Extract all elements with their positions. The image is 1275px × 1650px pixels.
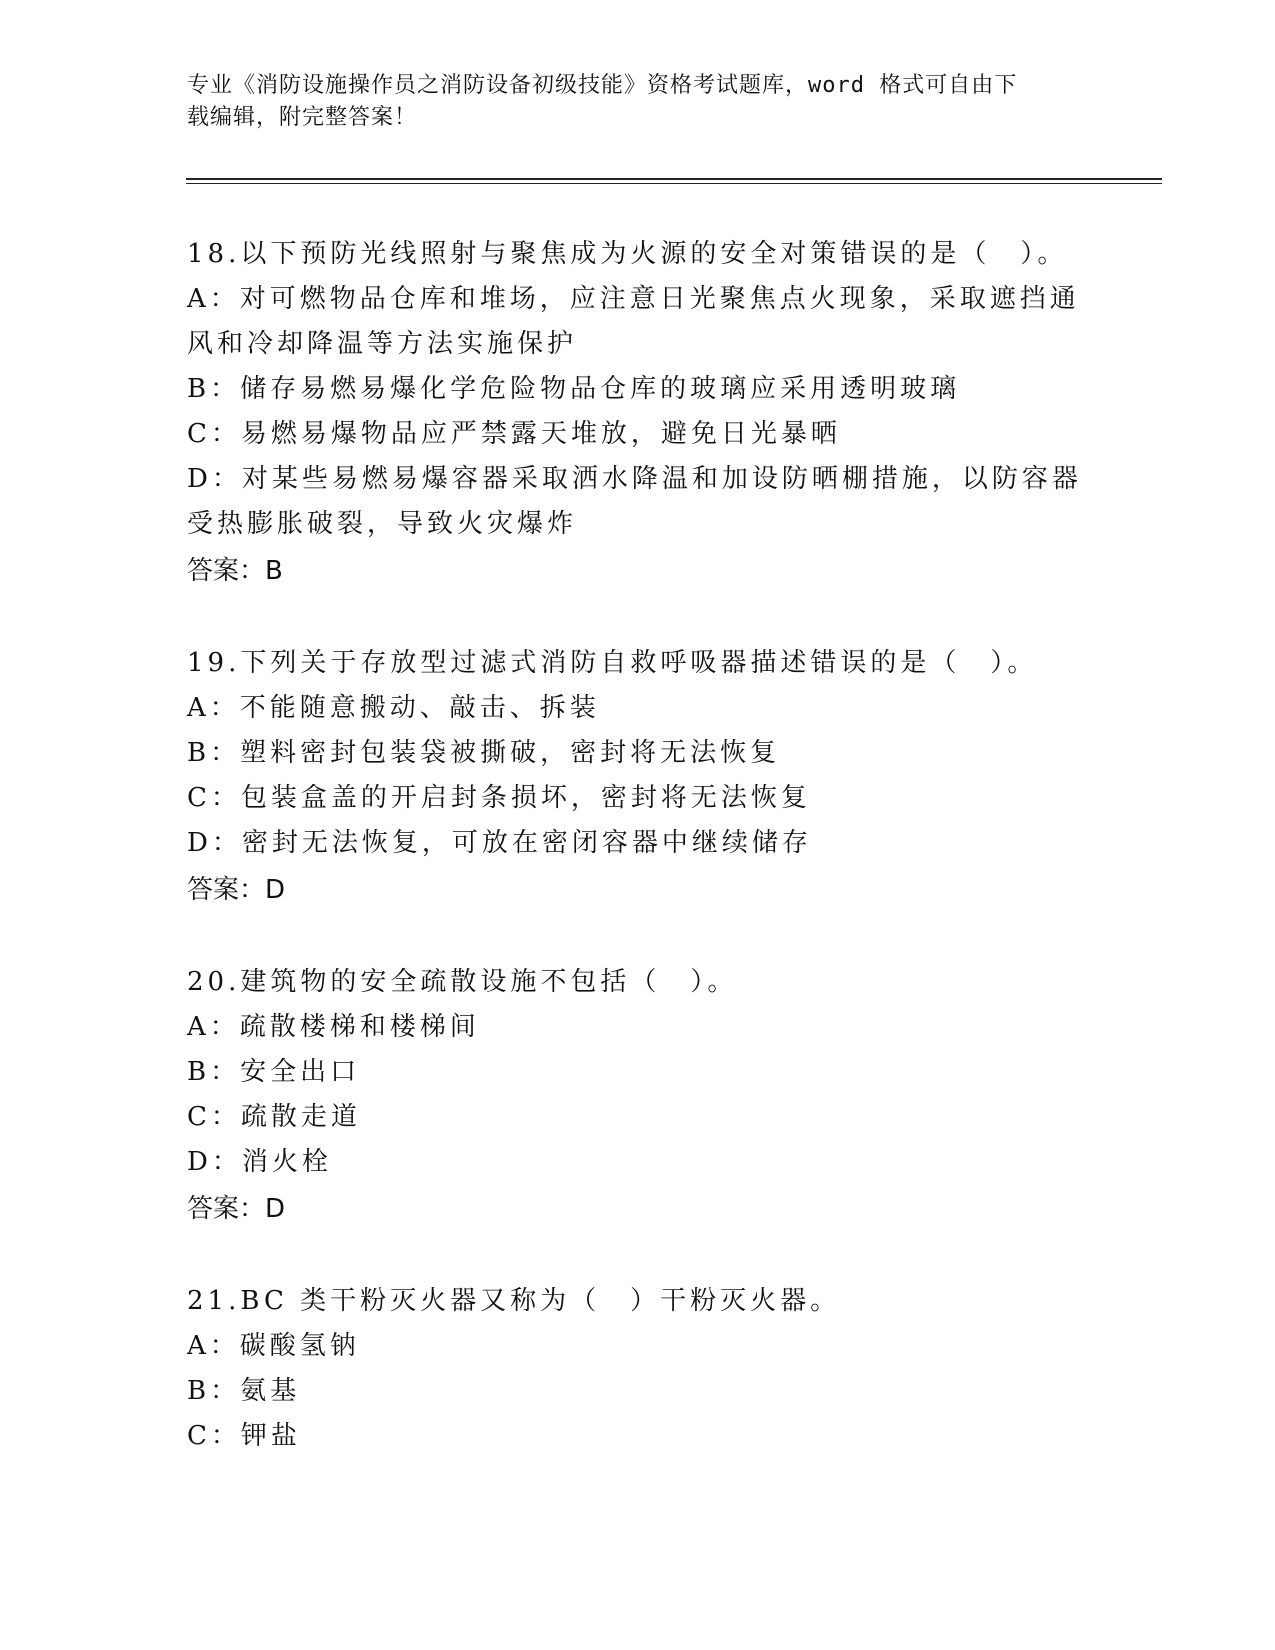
question-21 [187, 1279, 1087, 1459]
option-d: D：对某些易燃易爆容器采取洒水降温和加设防晒棚措施，以防容器受热膨胀破裂，导致火灾爆炸 [187, 464, 1082, 539]
header-line-2: 载编辑，附完整答案！ [187, 105, 418, 130]
answer: 答案：D [187, 1194, 286, 1224]
option-b: B：储存易燃易爆化学危险物品仓库的玻璃应采用透明玻璃 [187, 374, 961, 404]
answer: 答案：B [187, 556, 283, 586]
question-20 [187, 960, 1087, 1233]
option-a: A：碳酸氢钠 [187, 1331, 360, 1361]
option-b: B：安全出口 [187, 1057, 361, 1087]
option-c: C：钾盐 [187, 1421, 301, 1451]
option-c: C：疏散走道 [187, 1102, 361, 1132]
option-a: A：对可燃物品仓库和堆场，应注意日光聚焦点火现象，采取遮挡通风和冷却降温等方法实施保护 [187, 284, 1080, 359]
question-18 [187, 232, 1087, 595]
option-b: B：塑料密封包装袋被撕破，密封将无法恢复 [187, 738, 781, 768]
question-stem: 21.BC 类干粉灭火器又称为（ ）干粉灭火器。 [187, 1286, 841, 1316]
option-a: A：不能随意搬动、敲击、拆装 [187, 693, 600, 723]
question-19 [187, 641, 1087, 914]
option-d: D：密封无法恢复，可放在密闭容器中继续储存 [187, 828, 812, 858]
option-c: C：易燃易爆物品应严禁露天堆放，避免日光暴晒 [187, 419, 841, 449]
question-stem: 19.下列关于存放型过滤式消防自救呼吸器描述错误的是（ ）。 [187, 648, 1038, 678]
option-b: B：氨基 [187, 1376, 301, 1406]
header-divider-thin [186, 183, 1162, 184]
header-divider-thick [186, 178, 1162, 180]
option-a: A：疏散楼梯和楼梯间 [187, 1012, 480, 1042]
option-d: D：消火栓 [187, 1147, 332, 1177]
question-stem: 20.建筑物的安全疏散设施不包括（ ）。 [187, 967, 738, 997]
answer: 答案：D [187, 875, 286, 905]
header-line-1: 专业《消防设施操作员之消防设备初级技能》资格考试题库，word 格式可自由下 [187, 73, 1018, 98]
question-list [187, 232, 1087, 1505]
question-stem: 18.以下预防光线照射与聚焦成为火源的安全对策错误的是（ ）。 [187, 239, 1068, 269]
option-c: C：包装盒盖的开启封条损坏，密封将无法恢复 [187, 783, 811, 813]
document-header [187, 70, 1067, 134]
